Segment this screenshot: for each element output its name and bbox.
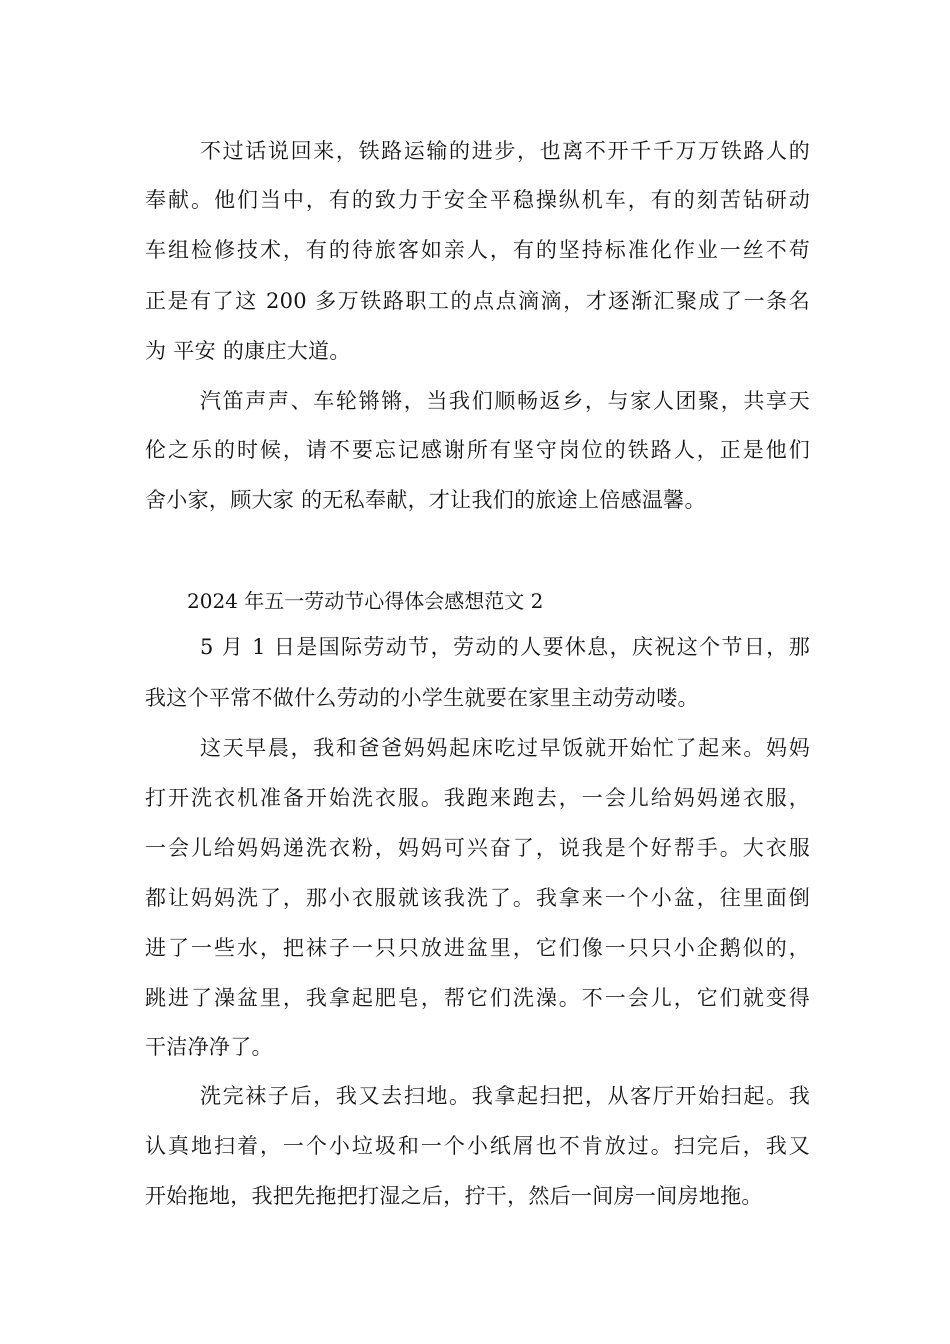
text-line: 车组检修技术，有的待旅客如亲人，有的坚持标准化作业一丝不苟	[145, 238, 810, 262]
text-line: 舍小家，顾大家 的无私奉献，才让我们的旅途上倍感温馨。	[145, 488, 706, 512]
text-line: 正是有了这 200 多万铁路职工的点点滴滴，才逐渐汇聚成了一条名	[145, 289, 810, 313]
text-line: 认真地扫着，一个小垃圾和一个小纸屑也不肯放过。扫完后，我又	[145, 1134, 810, 1158]
text-line: 奉献。他们当中，有的致力于安全平稳操纵机车，有的刻苦钻研动	[145, 188, 810, 212]
text-line: 伦之乐的时候，请不要忘记感谢所有坚守岗位的铁路人，正是他们	[145, 438, 810, 462]
text-line: 这天早晨，我和爸爸妈妈起床吃过早饭就开始忙了起来。妈妈	[200, 736, 810, 760]
text-line: 5 月 1 日是国际劳动节，劳动的人要休息，庆祝这个节日，那	[200, 635, 810, 659]
text-line: 打开洗衣机准备开始洗衣服。我跑来跑去，一会儿给妈妈递衣服，	[145, 786, 810, 810]
text-line: 为 平安 的康庄大道。	[145, 339, 351, 363]
text-line: 进了一些水，把袜子一只只放进盆里，它们像一只只小企鹅似的，	[145, 936, 810, 960]
text-line: 跳进了澡盆里，我拿起肥皂，帮它们洗澡。不一会儿，它们就变得	[145, 986, 810, 1010]
text-line: 干洁净净了。	[145, 1035, 273, 1059]
text-line: 我这个平常不做什么劳动的小学生就要在家里主动劳动喽。	[145, 686, 699, 710]
text-line: 洗完袜子后，我又去扫地。我拿起扫把，从客厅开始扫起。我	[200, 1084, 810, 1108]
text-line: 一会儿给妈妈递洗衣粉，妈妈可兴奋了，说我是个好帮手。大衣服	[145, 836, 810, 860]
section-heading: 2024 年五一劳动节心得体会感想范文 2	[187, 589, 544, 613]
text-line: 开始拖地，我把先拖把打湿之后，拧干，然后一间房一间房地拖。	[145, 1184, 763, 1208]
text-line: 都让妈妈洗了，那小衣服就该我洗了。我拿来一个小盆，往里面倒	[145, 886, 810, 910]
text-line: 汽笛声声、车轮锵锵，当我们顺畅返乡，与家人团聚，共享天	[200, 389, 810, 413]
text-line: 不过话说回来，铁路运输的进步，也离不开千千万万铁路人的	[200, 139, 810, 163]
